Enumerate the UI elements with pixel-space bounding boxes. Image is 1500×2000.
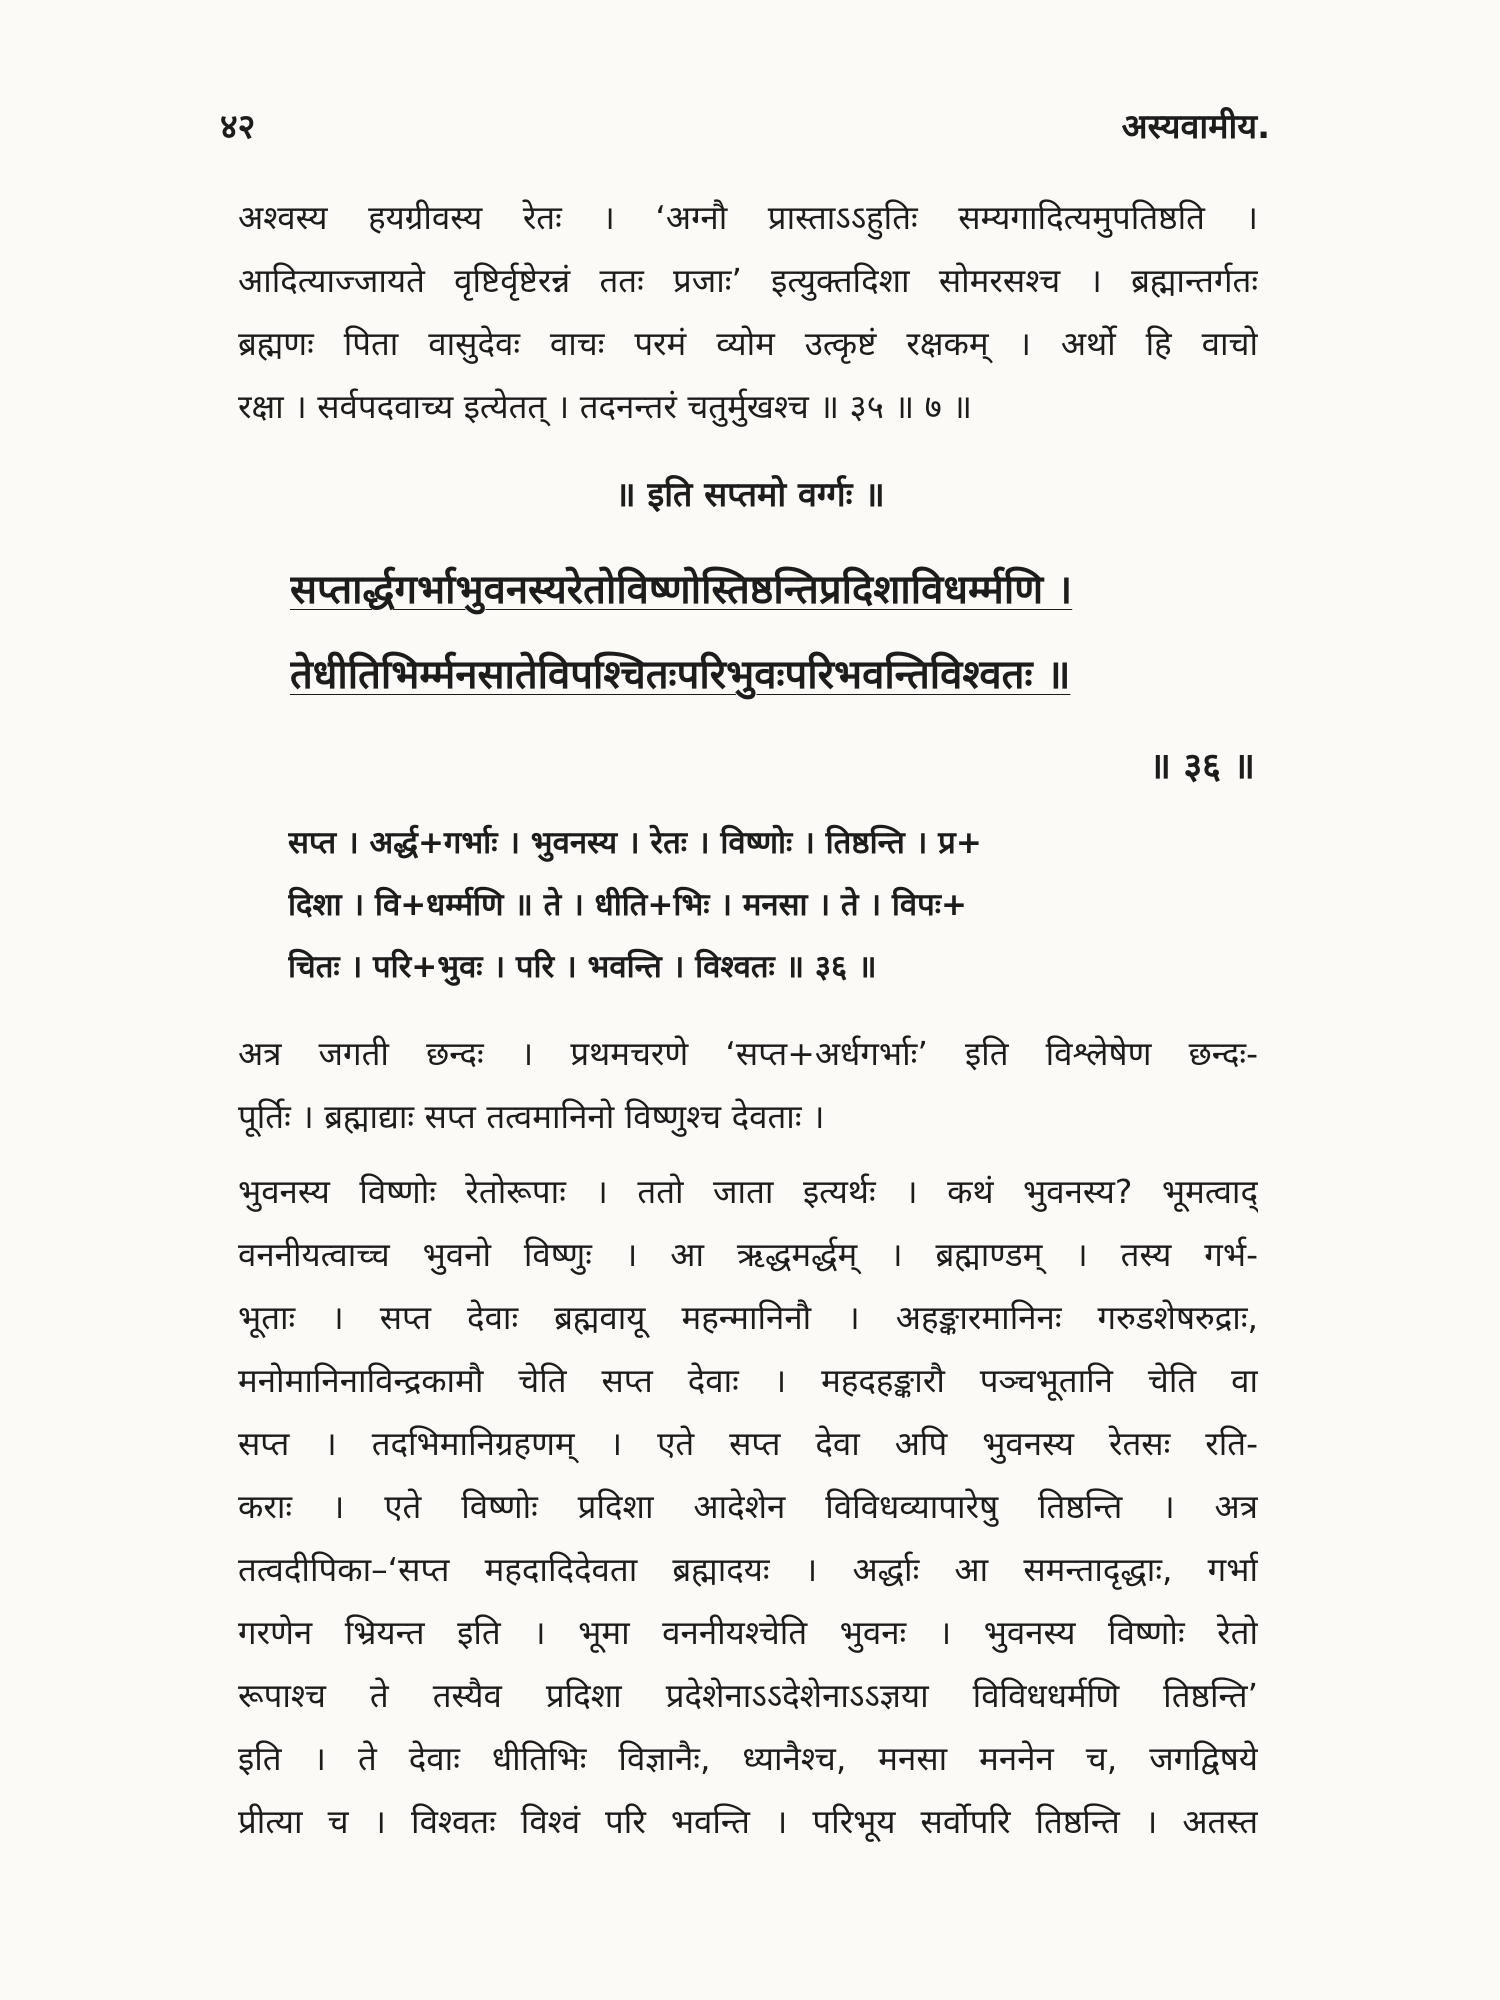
padapatha-line: दिशा । वि+धर्म्मणि ॥ ते । धीति+भिः । मनसा । ते । विपः+ xyxy=(288,887,968,923)
text-line: रूपाश्च ते तस्यैव प्रदिशा प्रदेशेनाऽऽदेशेनाऽऽज्ञया विविधधर्मणि तिष्ठन्ति’ xyxy=(238,1676,1258,1715)
varga-colophon: ॥ इति सप्तमो वर्ग्गः ॥ xyxy=(615,475,885,515)
text-line: तत्वदीपिका–‘सप्त महदादिदेवता ब्रह्मादयः । अर्द्धाः आ समन्तादृद्धाः, गर्भा xyxy=(238,1550,1258,1589)
text-line: अश्वस्य हयग्रीवस्य रेतः । ‘अग्नौ प्रास्ताऽऽहुतिः सम्यगादित्यमुपतिष्ठति । xyxy=(238,198,1258,237)
text-line: भूताः । सप्त देवाः ब्रह्मवायू महन्मानिनौ । अहङ्कारमानिनः गरुडशेषरुद्राः, xyxy=(238,1298,1258,1337)
mantra-verse xyxy=(290,548,1250,718)
commentary-paragraph-2 xyxy=(238,1022,1258,1148)
padapatha-block xyxy=(288,812,1233,998)
text-line: सप्त । तदभिमानिग्रहणम् । एते सप्त देवा अपि भुवनस्य रेतसः रति- xyxy=(238,1424,1258,1463)
running-title: अस्यवामीय. xyxy=(1121,107,1270,147)
text-line: इति । ते देवाः धीतिभिः विज्ञानैः, ध्यानैश्च, मनसा मननेन च, जगद्विषये xyxy=(238,1739,1258,1778)
padapatha-line: चितः । परि+भुवः । परि । भवन्ति । विश्वतः ॥ ३६ ॥ xyxy=(288,949,877,985)
mantra-line: सप्तार्द्धगर्भाभुवनस्यरेतोविष्णोस्तिष्ठन्तिप्रदिशाविधर्म्मणि । xyxy=(290,567,1073,613)
text-line: मनोमानिनाविन्द्रकामौ चेति सप्त देवाः । महदहङ्कारौ पञ्चभूतानि चेति वा xyxy=(238,1361,1258,1400)
text-line: आदित्याज्जायते वृष्टिर्वृष्टेरन्नं ततः प्रजाः’ इत्युक्तदिशा सोमरसश्च । ब्रह्मान्तर्गतः xyxy=(238,261,1258,300)
text-line: वननीयत्वाच्च भुवनो विष्णुः । आ ऋद्धमर्द्धम् । ब्रह्माण्डम् । तस्य गर्भ- xyxy=(238,1235,1258,1274)
text-line: गरणेन भ्रियन्त इति । भूमा वननीयश्चेति भुवनः । भुवनस्य विष्णोः रेतो xyxy=(238,1613,1258,1652)
commentary-paragraph-1 xyxy=(238,186,1258,438)
page-number: ४२ xyxy=(220,107,256,147)
text-line: ब्रह्मणः पिता वासुदेवः वाचः परमं व्योम उत्कृष्टं रक्षकम् । अर्थो हि वाचो xyxy=(238,324,1258,363)
text-line: कराः । एते विष्णोः प्रदिशा आदेशेन विविधव्यापारेषु तिष्ठन्ति । अत्र xyxy=(238,1487,1258,1526)
text-line: भुवनस्य विष्णोः रेतोरूपाः । ततो जाता इत्यर्थः । कथं भुवनस्य? भूमत्वाद् xyxy=(238,1172,1258,1211)
text-line: प्रीत्या च । विश्वतः विश्वं परि भवन्ति । परिभूय सर्वोपरि तिष्ठन्ति । अतस्त xyxy=(238,1802,1258,1841)
text-line: रक्षा । सर्वपदवाच्य इत्येतत् । तदनन्तरं चतुर्मुखश्च ॥ ३५ ॥ ७ ॥ xyxy=(238,387,973,426)
commentary-paragraph-3 xyxy=(238,1160,1258,1853)
text-line: अत्र जगती छन्दः । प्रथमचरणे ‘सप्त+अर्धगर्भाः’ इति विश्लेषेण छन्दः- xyxy=(238,1034,1258,1073)
padapatha-line: सप्त । अर्द्ध+गर्भाः । भुवनस्य । रेतः । विष्णोः । तिष्ठन्ति । प्र+ xyxy=(288,825,982,861)
mantra-line: तेधीतिभिर्म्मनसातेविपश्चितःपरिभुवःपरिभवन्तिविश्वतः ॥ xyxy=(290,652,1071,698)
text-line: पूर्तिः । ब्रह्माद्याः सप्त तत्वमानिनो विष्णुश्च देवताः । xyxy=(238,1097,825,1136)
mantra-number: ॥ ३६ ॥ xyxy=(1149,746,1255,787)
